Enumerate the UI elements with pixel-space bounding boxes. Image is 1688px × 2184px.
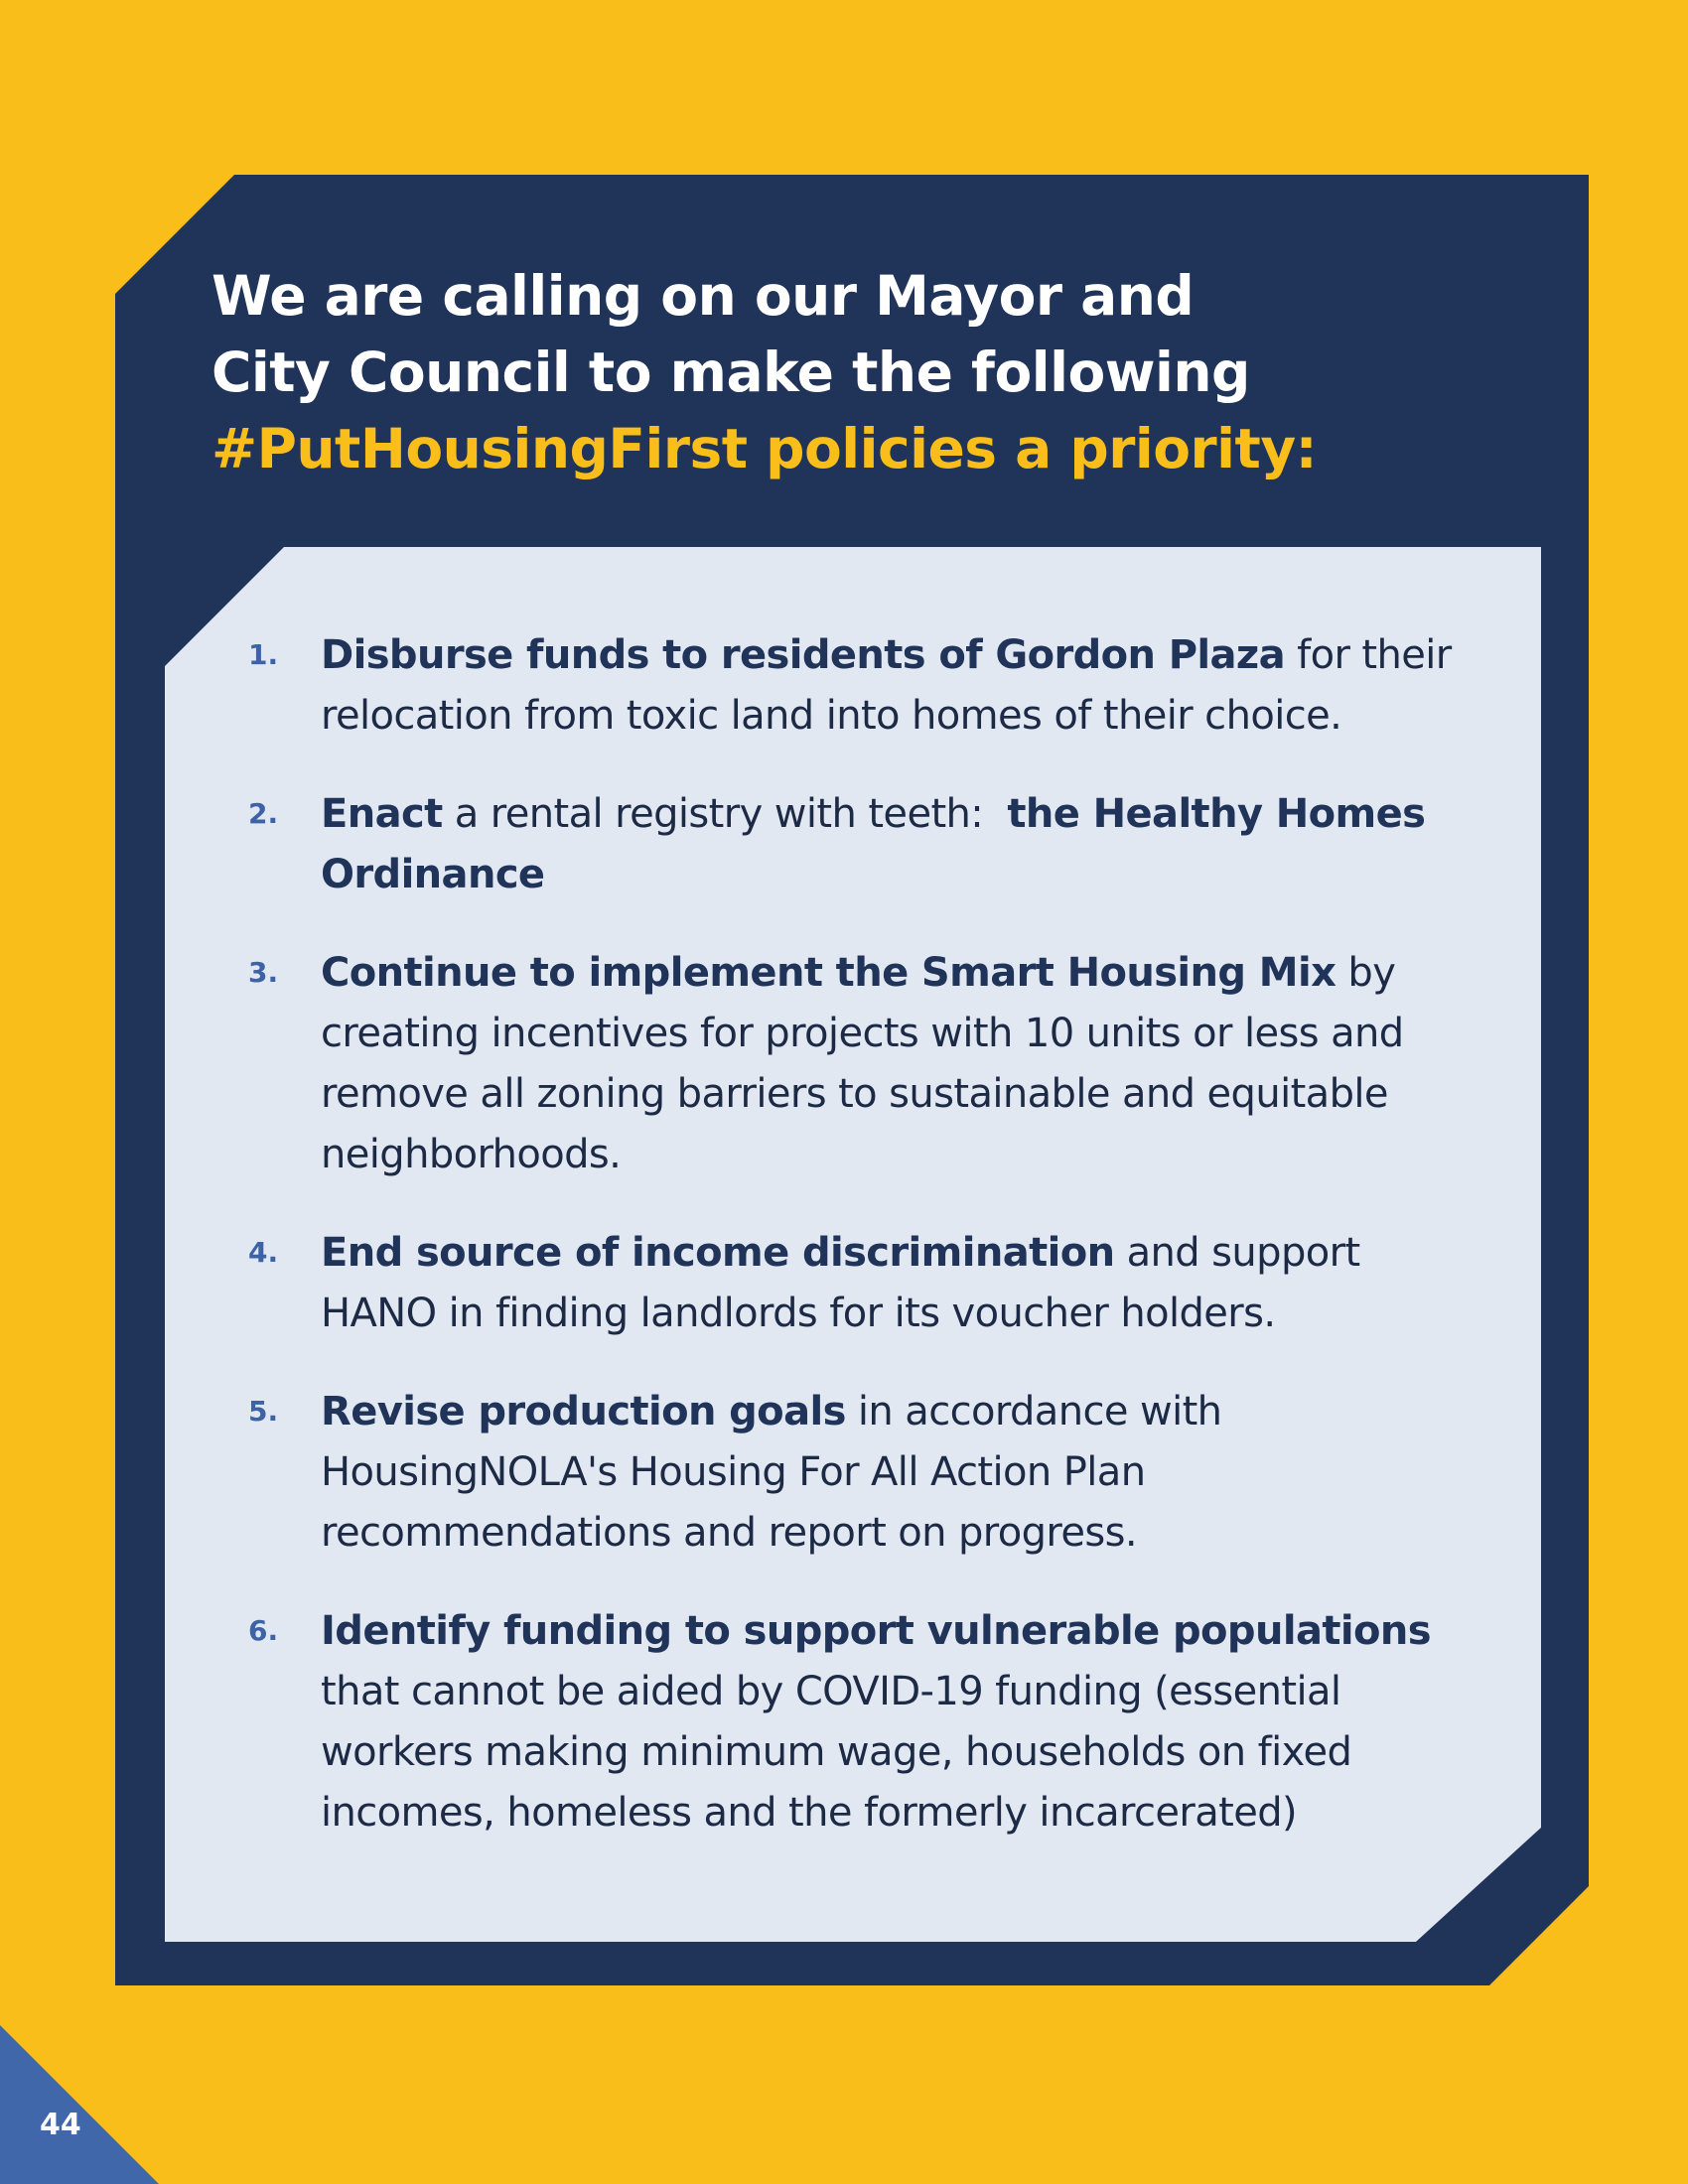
item-text: a rental registry with teeth: [442,791,1008,837]
page-heading [211,258,1403,487]
list-item [248,943,1460,1185]
item-bold-text: Enact [321,791,443,837]
item-number: 6. [248,1614,279,1647]
item-text: and support HANO in finding landlords for its voucher holders. [321,1230,1360,1336]
item-bold-text: Revise production goals [321,1389,846,1434]
policy-list [248,625,1460,1881]
item-text: that cannot be aided by COVID-19 funding (essential workers making minimum wage, households on fixed incomes, homeless and the formerly incarcerated) [321,1669,1352,1836]
item-bold-text: Identify funding to support vulnerable populations [321,1608,1431,1654]
heading-line-1: We are calling on our Mayor and [211,264,1195,328]
item-bold-text: End source of income discrimination [321,1230,1115,1276]
list-item [248,1223,1460,1344]
heading-line-3-accent: #PutHousingFirst policies a priority: [211,417,1318,480]
item-bold-text: Disburse funds to residents of Gordon Plaza [321,632,1285,678]
list-item [248,1382,1460,1564]
page-corner-triangle [0,2025,159,2184]
item-number: 5. [248,1395,279,1428]
list-item [248,784,1460,905]
item-text: in accordance with HousingNOLA's Housing For All Action Plan recommendations and report on progress. [321,1389,1222,1556]
list-item [248,625,1460,747]
item-bold-text: Continue to implement the Smart Housing Mix [321,950,1336,996]
item-text: for their relocation from toxic land into homes of their choice. [321,632,1452,739]
item-number: 3. [248,956,279,989]
item-number: 1. [248,638,279,671]
heading-line-2: City Council to make the following [211,341,1250,404]
page-number: 44 [40,2108,81,2142]
list-item [248,1601,1460,1843]
item-bold-text-2: the Healthy Homes Ordinance [321,791,1426,897]
item-number: 2. [248,797,279,830]
item-number: 4. [248,1236,279,1269]
item-text: by creating incentives for projects with 10 units or less and remove all zoning barriers to sustainable and equitable neighborhoods. [321,950,1404,1177]
